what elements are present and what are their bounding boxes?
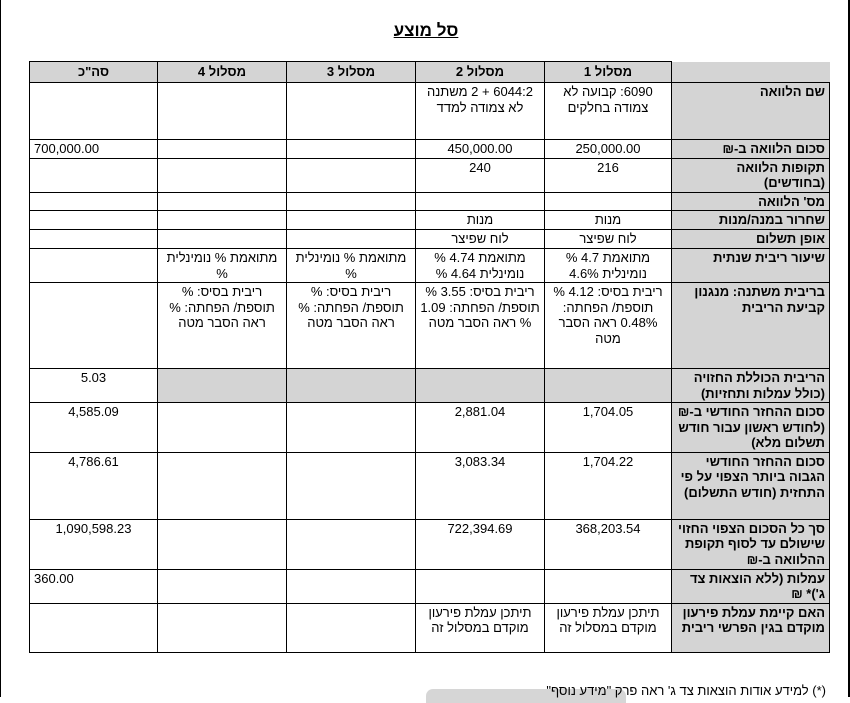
cell-m3 <box>287 140 416 159</box>
cell-m1: 216 <box>545 158 672 192</box>
cell-m3 <box>287 452 416 519</box>
cell-m1 <box>545 369 672 403</box>
cell-m3 <box>287 569 416 603</box>
cell-m4: ריבית בסיס: % תוספת/ הפחתה: % ראה הסבר מטה <box>158 283 287 369</box>
table-row <box>30 249 830 283</box>
row-label: שיעור ריבית שנתית <box>672 249 830 283</box>
table-row <box>30 403 830 453</box>
cell-m3 <box>287 211 416 230</box>
cell-m1 <box>545 569 672 603</box>
row-label: תקופות הלוואה (בחודשים) <box>672 158 830 192</box>
cell-m2: מתואמת 4.74 % נומינלית 4.64 % <box>416 249 545 283</box>
row-label: סכום הלוואה ב-₪ <box>672 140 830 159</box>
row-label: מס' הלוואה <box>672 192 830 211</box>
cell-m1: 1,704.22 <box>545 452 672 519</box>
row-label: עמלות (ללא הוצאות צד ג')* ₪ <box>672 569 830 603</box>
cell-m4 <box>158 369 287 403</box>
header-total: סה"כ <box>30 62 158 83</box>
cell-m2: 240 <box>416 158 545 192</box>
table-row <box>30 283 830 369</box>
table-row <box>30 369 830 403</box>
table-row <box>30 519 830 569</box>
cell-m4 <box>158 403 287 453</box>
cell-m4 <box>158 569 287 603</box>
page-title: סל מוצע <box>393 21 459 40</box>
cell-m4 <box>158 158 287 192</box>
row-label: בריבית משתנה: מנגנון קביעת הריבית <box>672 283 830 369</box>
row-label: סכום ההחזר החודשי ב-₪ (לחודש ראשון עבור חודש תשלום מלא) <box>672 403 830 453</box>
cell-m3 <box>287 403 416 453</box>
cell-m2: ריבית בסיס: 3.55 % תוספת/ הפחתה: 1.09 % ראה הסבר מטה <box>416 283 545 369</box>
cell-m4 <box>158 230 287 249</box>
cell-m4 <box>158 192 287 211</box>
cell-m1: ריבית בסיס: 4.12 % תוספת/ הפחתה: 0.48% ראה הסבר מטה <box>545 283 672 369</box>
cell-m4 <box>158 211 287 230</box>
cell-total <box>30 230 158 249</box>
header-m3: מסלול 3 <box>287 62 416 83</box>
cell-m2 <box>416 369 545 403</box>
cell-total <box>30 83 158 140</box>
cell-total <box>30 192 158 211</box>
cell-m3: מתואמת % נומינלית % <box>287 249 416 283</box>
cell-m2 <box>416 569 545 603</box>
cell-m1: 1,704.05 <box>545 403 672 453</box>
table-row <box>30 211 830 230</box>
header-m1: מסלול 1 <box>545 62 672 83</box>
cell-total: 700,000.00 <box>30 140 158 159</box>
cell-m1 <box>545 192 672 211</box>
row-label: הריבית הכוללת החזויה (כולל עמלות ותחזיות) <box>672 369 830 403</box>
cell-m1: תיתכן עמלת פירעון מוקדם במסלול זה <box>545 603 672 652</box>
row-label: שחרור במנה/מנות <box>672 211 830 230</box>
table-header-row <box>30 62 830 83</box>
cell-m2: לוח שפיצר <box>416 230 545 249</box>
header-m2: מסלול 2 <box>416 62 545 83</box>
table-row <box>30 140 830 159</box>
cell-m1: לוח שפיצר <box>545 230 672 249</box>
cell-m2: 450,000.00 <box>416 140 545 159</box>
cell-m3 <box>287 83 416 140</box>
cell-m1: 368,203.54 <box>545 519 672 569</box>
cell-m4 <box>158 519 287 569</box>
row-label: סך כל הסכום הצפוי החזוי שישולם עד לסוף תקופת ההלוואה ב-₪ <box>672 519 830 569</box>
cell-m2: 2,881.04 <box>416 403 545 453</box>
loan-basket-table <box>29 61 830 653</box>
cell-m4 <box>158 83 287 140</box>
cell-total: 360.00 <box>30 569 158 603</box>
cell-m3 <box>287 230 416 249</box>
cell-total: 1,090,598.23 <box>30 519 158 569</box>
cell-m2: תיתכן עמלת פירעון מוקדם במסלול זה <box>416 603 545 652</box>
cell-m3: ריבית בסיס: % תוספת/ הפחתה: % ראה הסבר מטה <box>287 283 416 369</box>
footnote: (*) למידע אודות הוצאות צד ג' ראה פרק "מידע נוסף" <box>546 683 826 698</box>
cell-m1: מתואמת 4.7 % נומינלית 4.6% <box>545 249 672 283</box>
row-label: אופן תשלום <box>672 230 830 249</box>
cell-total <box>30 211 158 230</box>
cell-m4 <box>158 452 287 519</box>
table-row <box>30 569 830 603</box>
cell-total <box>30 158 158 192</box>
cell-m3 <box>287 603 416 652</box>
table-row <box>30 603 830 652</box>
cell-m4: מתואמת % נומינלית % <box>158 249 287 283</box>
cell-total <box>30 603 158 652</box>
cell-m2: 722,394.69 <box>416 519 545 569</box>
cell-m1: 6090: קבועה לא צמודה בחלקים <box>545 83 672 140</box>
cell-m4 <box>158 140 287 159</box>
cell-m2: 3,083.34 <box>416 452 545 519</box>
row-label: האם קיימת עמלת פירעון מוקדם בגין הפרשי ריבית <box>672 603 830 652</box>
row-label: סכום ההחזר החודשי הגבוה ביותר הצפוי על פי התחזית (חודש התשלום) <box>672 452 830 519</box>
cell-m3 <box>287 369 416 403</box>
cell-m1: 250,000.00 <box>545 140 672 159</box>
cell-total <box>30 283 158 369</box>
row-label: שם הלוואה <box>672 83 830 140</box>
cell-total: 5.03 <box>30 369 158 403</box>
cell-m4 <box>158 603 287 652</box>
cell-m3 <box>287 158 416 192</box>
cell-m2: מנות <box>416 211 545 230</box>
header-spacer <box>672 62 830 83</box>
table-row <box>30 452 830 519</box>
table-row <box>30 192 830 211</box>
cell-total <box>30 249 158 283</box>
cell-total: 4,786.61 <box>30 452 158 519</box>
cell-m1: מנות <box>545 211 672 230</box>
table-row <box>30 83 830 140</box>
table-row <box>30 230 830 249</box>
cell-m3 <box>287 519 416 569</box>
table-row <box>30 158 830 192</box>
cell-m2: 6044:2 + 2 משתנה לא צמודה למדד <box>416 83 545 140</box>
header-m4: מסלול 4 <box>158 62 287 83</box>
cell-m2 <box>416 192 545 211</box>
cell-m3 <box>287 192 416 211</box>
cell-total: 4,585.09 <box>30 403 158 453</box>
